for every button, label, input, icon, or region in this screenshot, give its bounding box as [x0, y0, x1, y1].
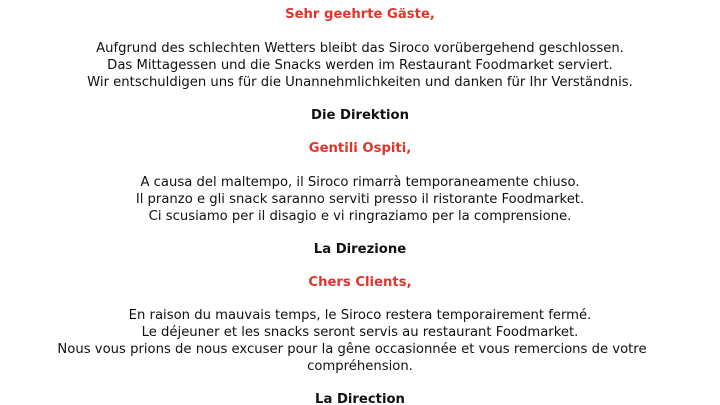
italian-signature: La Direzione: [313, 242, 407, 257]
french-body-line: Le déjeuner et les snacks seront servis au restaurant Foodmarket.: [141, 325, 579, 340]
italian-body-line: Il pranzo e gli snack saranno serviti presso il ristorante Foodmarket.: [135, 192, 585, 207]
italian-greeting: Gentili Ospiti,: [308, 141, 412, 156]
french-body-line: compréhension.: [307, 359, 413, 374]
german-signature: Die Direktion: [311, 108, 409, 123]
french-body-line: En raison du mauvais temps, le Siroco restera temporairement fermé.: [128, 308, 592, 323]
french-body-line: Nous vous prions de nous excuser pour la gêne occasionnée et vous remercions de votre: [57, 342, 647, 357]
german-body-line: Wir entschuldigen uns für die Unannehmlichkeiten und danken für Ihr Verständnis.: [87, 75, 633, 90]
french-signature: La Direction: [315, 392, 405, 405]
italian-body-line: Ci scusiamo per il disagio e vi ringraziamo per la comprensione.: [148, 209, 572, 224]
german-greeting: Sehr geehrte Gäste,: [285, 7, 435, 22]
german-body-line: Das Mittagessen und die Snacks werden im Restaurant Foodmarket serviert.: [107, 58, 613, 73]
french-greeting: Chers Clients,: [308, 275, 412, 290]
italian-body-line: A causa del maltempo, il Siroco rimarrà temporaneamente chiuso.: [140, 175, 580, 190]
german-body-line: Aufgrund des schlechten Wetters bleibt das Siroco vorübergehend geschlossen.: [96, 41, 624, 56]
